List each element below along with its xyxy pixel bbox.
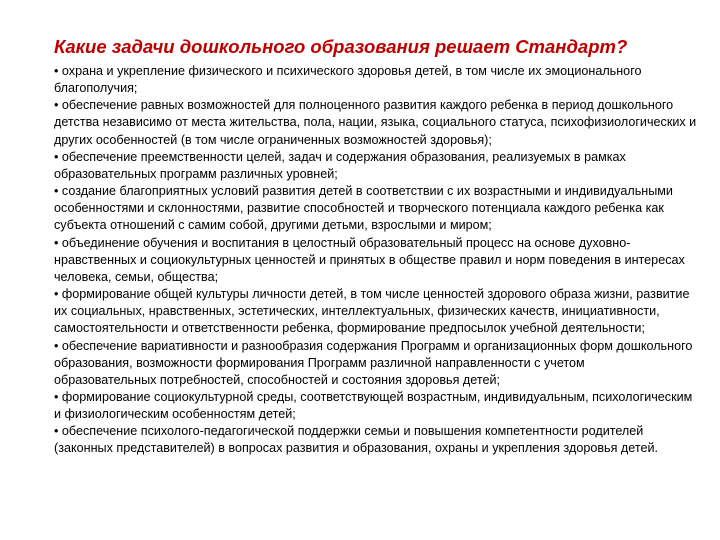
- task-item-sociocultural-environment: • формирование социокультурной среды, соответствующей возрастным, индивидуальным, психологическим и физиологическим особенностям детей;: [54, 389, 693, 422]
- task-item-variability-continued: образовательных потребностей, способностей и состояния здоровья детей;: [54, 372, 500, 387]
- task-item-variability: • обеспечение вариативности и разнообразия содержания Программ и организационных форм дошкольного образования, возможности формирования Программ различной направленности с учетом: [54, 338, 693, 370]
- task-item-continuity: • обеспечение преемственности целей, задач и содержания образования, реализуемых в рамках образовательных программ различных уровней;: [54, 149, 626, 181]
- task-item-equal-opportunities: • обеспечение равных возможностей для полноценного развития каждого ребенка в период дошкольного детства независимо от места жительства, пола, нации, языка, социального статуса, психофизиологических и других особенностей (в том числе ограниченных возможностей здоровья);: [54, 98, 697, 147]
- task-item-unified-process: • объединение обучения и воспитания в целостный образовательный процесс на основе духовно-нравственных и социокультурных ценностей и принятых в обществе правил и норм поведения в интересах человека, семьи, общества;: [54, 235, 685, 284]
- task-item-general-culture: • формирование общей культуры личности детей, в том числе ценностей здорового образа жизни, развитие их социальных, нравственных, эстетических, интеллектуальных, физических качеств, инициативности, самостоятельности и ответственности ребенка, формирование предпосылок учебной деятельности;: [54, 287, 690, 336]
- task-item-favorable-conditions: • создание благоприятных условий развития детей в соответствии с их возрастными и индивидуальными особенностями и склонностями, развитие способностей и творческого потенциала каждого ребенка как субъекта отношений с самим собой, другими детьми, взрослыми и миром;: [54, 184, 673, 233]
- task-item-family-support: • обеспечение психолого-педагогической поддержки семьи и повышения компетентности родителей (законных представителей) в вопросах развития и образования, охраны и укрепления здоровья детей.: [54, 424, 659, 456]
- slide-body: [54, 63, 700, 458]
- task-item-health: • охрана и укрепление физического и психического здоровья детей, в том числе их эмоционального благополучия;: [54, 64, 642, 96]
- slide-title: Какие задачи дошкольного образования решает Стандарт?: [54, 36, 628, 57]
